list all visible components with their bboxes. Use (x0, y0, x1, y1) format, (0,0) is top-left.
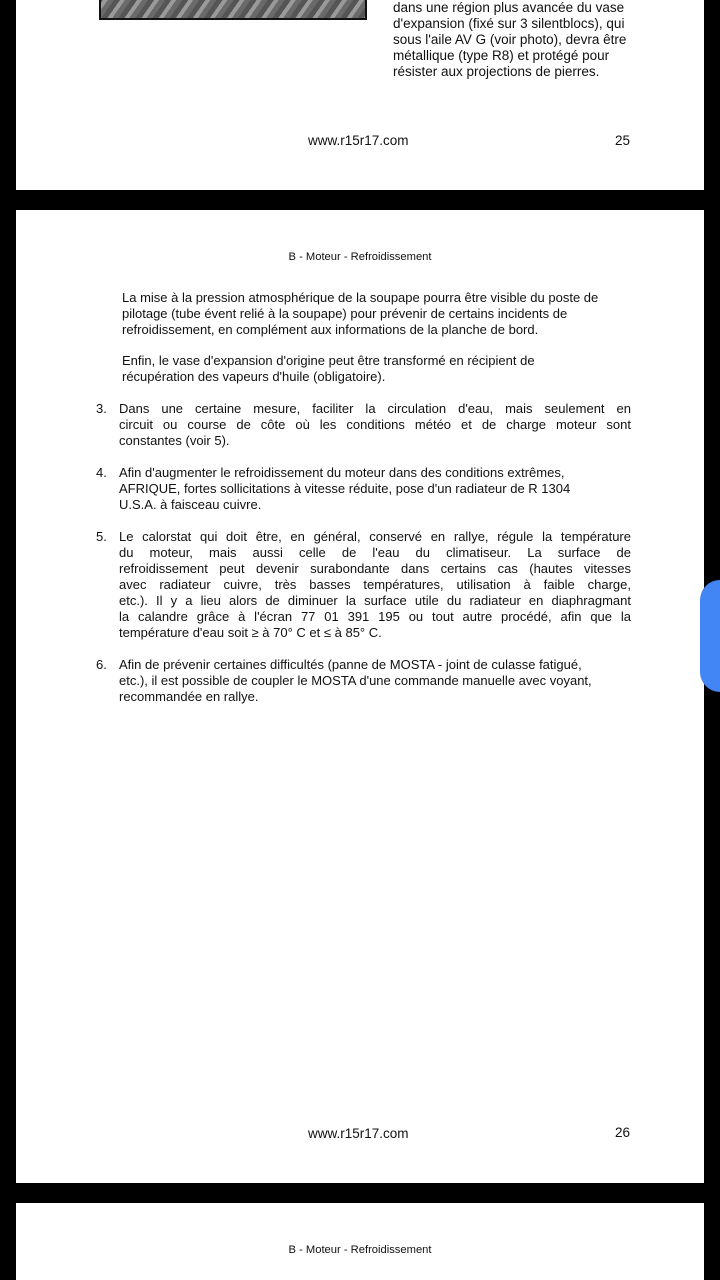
text-line: pilotage (tube évent relié à la soupape) pour prévenir de certains incidents de (122, 306, 568, 321)
text-line: AFRIQUE, fortes sollicitations à vitesse réduite, pose d'un radiateur de R 1304 (119, 481, 571, 496)
page-header: B - Moteur - Refroidissement (288, 1244, 432, 1256)
list-number: 5. (96, 529, 107, 544)
page-number: 26 (615, 1125, 631, 1140)
scroll-handle[interactable] (700, 580, 720, 692)
text-line: constantes (voir 5). (119, 433, 230, 448)
list-number: 6. (96, 657, 107, 672)
text-line: Enfin, le vase d'expansion d'origine peut être transformé en récipient de (122, 353, 535, 368)
list-number: 4. (96, 465, 107, 480)
footer-url: www.r15r17.com (308, 133, 409, 148)
photo-caption-text (393, 0, 639, 80)
text-line: refroidissement, en complément aux informations de la planche de bord. (122, 322, 539, 337)
text-line: Afin d'augmenter le refroidissement du moteur dans des conditions extrêmes, (119, 465, 565, 480)
pdf-page-27 (16, 1203, 704, 1280)
text-line: dans une région plus avancée du vase (393, 0, 625, 15)
pdf-page-25 (16, 0, 704, 190)
text-line: Le calorstat qui doit être, en général, conservé en rallye, régule la température (119, 529, 631, 544)
footer-url: www.r15r17.com (308, 1126, 409, 1141)
text-line: avec radiateur cuivre, très basses températures, utilisation à faible charge, (119, 577, 631, 592)
text-line: métallique (type R8) et protégé pour (393, 48, 610, 63)
text-line: circuit ou course de côte où les conditions météo et de charge moteur sont (119, 417, 631, 432)
page-number: 25 (615, 133, 631, 148)
text-line: d'expansion (fixé sur 3 silentblocs), qui (393, 16, 625, 31)
text-line: recommandée en rallye. (119, 689, 259, 704)
text-line: etc.), il est possible de coupler le MOSTA d'une commande manuelle avec voyant, (119, 673, 592, 688)
intro-paragraph (122, 290, 630, 338)
text-line: etc.). Il y a lieu alors de diminuer la surface utile du radiateur en diaphragmant (119, 593, 631, 608)
text-line: du moteur, mais aussi celle de l'eau du climatiseur. La surface de (119, 545, 631, 560)
pdf-page-26 (16, 210, 704, 1183)
text-line: température d'eau soit ≥ à 70° C et ≤ à 85° C. (119, 625, 382, 640)
text-line: résister aux projections de pierres. (393, 64, 600, 79)
text-line: Afin de prévenir certaines difficultés (panne de MOSTA - joint de culasse fatigué, (119, 657, 582, 672)
list-number: 3. (96, 401, 107, 416)
intro-paragraph (122, 353, 630, 385)
text-line: la calandre grâce à l'écran 77 01 391 195 ou tout autre procédé, afin que la (119, 609, 631, 624)
text-line: Dans une certaine mesure, faciliter la circulation d'eau, mais seulement en (119, 401, 631, 416)
photo-image (99, 0, 367, 20)
text-line: récupération des vapeurs d'huile (obligatoire). (122, 369, 386, 384)
text-line: sous l'aile AV G (voir photo), devra être (393, 32, 627, 47)
text-line: U.S.A. à faisceau cuivre. (119, 497, 262, 512)
text-line: La mise à la pression atmosphérique de la soupape pourra être visible du poste de (122, 290, 599, 305)
page-header: B - Moteur - Refroidissement (288, 251, 432, 263)
text-line: refroidissement peut devenir surabondante dans certains cas (hautes vitesses (119, 561, 631, 576)
